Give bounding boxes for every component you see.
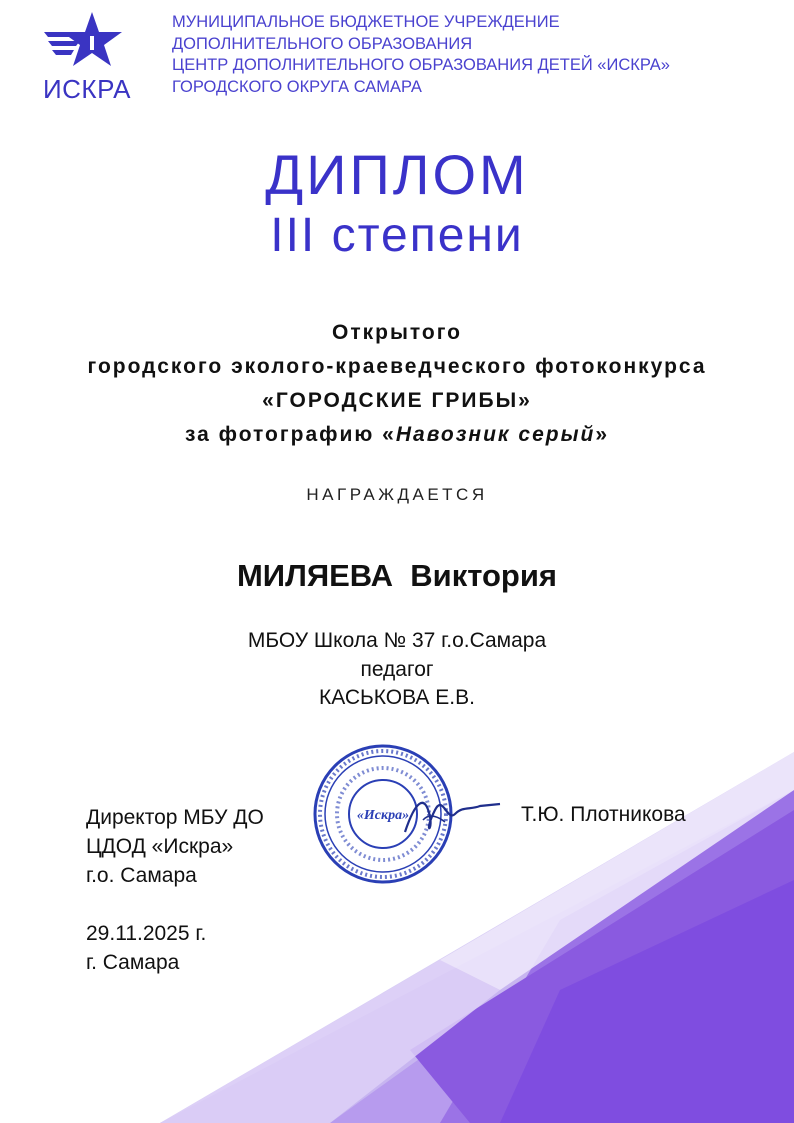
stamp-center-text: «Искра» <box>356 808 410 823</box>
logo-text: ИСКРА <box>42 74 132 104</box>
teacher-name: КАСЬКОВА Е.В. <box>319 686 475 709</box>
issue-city: г. Самара <box>86 951 180 974</box>
contest-line-1: Открытого <box>331 321 463 344</box>
diploma-degree: III степени <box>270 209 524 262</box>
director-name: Т.Ю. Плотникова <box>521 803 686 826</box>
star-icon <box>42 10 128 72</box>
org-line: ДОПОЛНИТЕЛЬНОГО ОБРАЗОВАНИЯ <box>172 34 473 53</box>
director-line: Директор МБУ ДО <box>86 806 264 829</box>
contest-line-3: «ГОРОДСКИЕ ГРИБЫ» <box>262 389 532 412</box>
director-line: г.о. Самара <box>86 864 197 887</box>
photo-prefix: за фотографию « <box>184 423 396 446</box>
issue-block <box>86 919 206 977</box>
teacher-label: педагог <box>360 657 434 681</box>
contest-line-2: городского эколого-краеведческого фотоконкурса <box>87 355 707 378</box>
photo-suffix: » <box>595 423 610 446</box>
contest-line-4 <box>0 418 794 452</box>
director-line: ЦДОД «Искра» <box>86 835 234 858</box>
photo-title: Навозник серый <box>395 423 596 446</box>
recipient-details <box>0 627 794 713</box>
awarded-label: НАГРАЖДАЕТСЯ <box>306 485 488 504</box>
organization-header <box>172 12 670 98</box>
org-line: ГОРОДСКОГО ОКРУГА САМАРА <box>172 77 422 96</box>
org-line: ЦЕНТР ДОПОЛНИТЕЛЬНОГО ОБРАЗОВАНИЯ ДЕТЕЙ «ИСКРА» <box>172 56 670 74</box>
issue-date: 29.11.2025 г. <box>86 922 207 945</box>
org-line: МУНИЦИПАЛЬНОЕ БЮДЖЕТНОЕ УЧРЕЖДЕНИЕ <box>172 13 560 31</box>
director-title <box>86 803 264 890</box>
iskra-logo <box>38 10 134 104</box>
recipient-name: МИЛЯЕВА Виктория <box>236 558 558 593</box>
diploma-title: ДИПЛОМ <box>265 143 529 206</box>
school-name: МБОУ Школа № 37 г.о.Самара <box>247 629 547 652</box>
contest-description <box>0 316 794 452</box>
official-stamp <box>305 722 505 917</box>
